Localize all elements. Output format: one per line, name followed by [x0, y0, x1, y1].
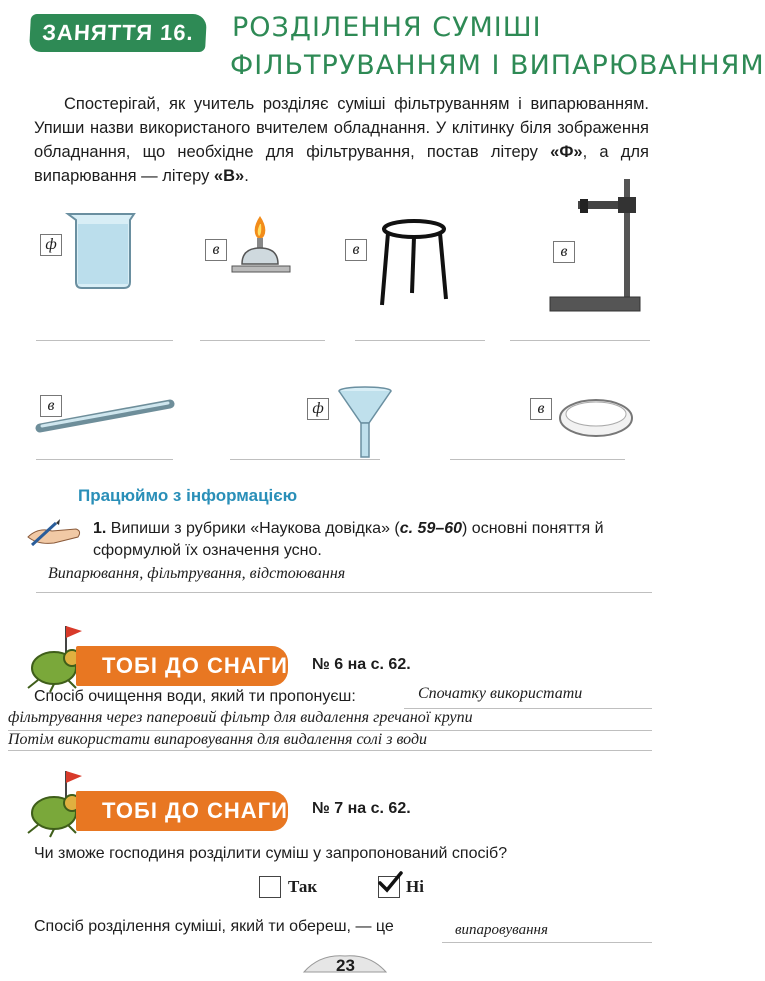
task7-banner: [76, 791, 288, 831]
page-title-line1: РОЗДІЛЕННЯ СУМІШІ: [232, 12, 542, 43]
beaker-icon: [64, 210, 140, 290]
task6-banner: [76, 646, 288, 686]
task6-answer-line2[interactable]: фільтрування через паперовий фільтр для видалення гречаної крупи: [8, 709, 473, 726]
task6-answer-line3[interactable]: Потім використати випаровування для видалення солі з води: [8, 731, 428, 748]
task1-source: с. 59–60: [399, 520, 463, 537]
checkbox-yes[interactable]: [259, 876, 281, 898]
tripod-icon: [378, 215, 450, 310]
section-heading: Працюймо з інформацією: [78, 486, 298, 505]
task7-ref: № 7 на с. 62.: [312, 800, 411, 817]
answer-line[interactable]: [510, 340, 650, 341]
task6-ref: № 6 на с. 62.: [312, 656, 411, 673]
letter-box-lab-stand[interactable]: в: [553, 241, 575, 263]
glass-rod-icon: [36, 398, 176, 434]
answer-line[interactable]: [8, 750, 652, 751]
answer-line[interactable]: [200, 340, 325, 341]
letter-box-tripod[interactable]: в: [345, 239, 367, 261]
lesson-label: ЗАНЯТТЯ 16.: [41, 20, 195, 45]
letter-box-glass-rod[interactable]: в: [40, 395, 62, 417]
task1-text-b: ) основні поняття й сформулюй їх означення усно.: [93, 520, 604, 559]
funnel-icon: [336, 385, 394, 460]
pencil-hand-icon: [26, 517, 84, 547]
intro-text-2: , а для випарювання — літеру: [34, 143, 649, 185]
answer-line[interactable]: [230, 459, 380, 460]
checkbox-no-label: Ні: [406, 877, 424, 896]
task7-question: Чи зможе господиня розділити суміш у запропонований спосіб?: [34, 845, 508, 862]
task6-banner-label: ТОБІ ДО СНАГИ: [102, 653, 288, 678]
task6-prompt: Спосіб очищення води, який ти пропонуєш:: [34, 688, 356, 705]
intro-letter-f: «Ф»: [550, 143, 583, 161]
lab-stand-icon: [548, 175, 648, 315]
task7-answer[interactable]: випаровування: [455, 922, 548, 938]
checkbox-yes-label: Так: [288, 877, 318, 896]
spirit-lamp-icon: [228, 212, 294, 282]
letter-box-spirit-lamp[interactable]: в: [205, 239, 227, 261]
evaporating-dish-icon: [556, 392, 636, 442]
letter-box-funnel[interactable]: ф: [307, 398, 329, 420]
letter-box-evaporating-dish[interactable]: в: [530, 398, 552, 420]
task7-prompt: Спосіб розділення суміші, який ти обереш, — це: [34, 918, 394, 935]
task6-answer-line1[interactable]: Спочатку використати: [418, 685, 583, 702]
answer-line[interactable]: [36, 592, 652, 593]
intro-paragraph: [34, 92, 649, 188]
intro-text-3: .: [244, 167, 249, 185]
page-title-line2: ФІЛЬТРУВАННЯМ І ВИПАРЮВАННЯМ: [230, 50, 765, 81]
task1-answer[interactable]: Випарювання, фільтрування, відстоювання: [48, 565, 346, 582]
page-number: 23: [336, 956, 355, 975]
answer-line[interactable]: [442, 942, 652, 943]
intro-text-1: Спостерігай, як учитель розділяє суміші фільтруванням і випарюванням. Упиши назви використаного вчителем обладнання. У клітинку біля зображення обладнання, що необхідне для фільтрування, постав літеру: [34, 95, 649, 161]
task7-banner-label: ТОБІ ДО СНАГИ: [102, 798, 288, 823]
task1-number: 1.: [93, 520, 107, 537]
checkbox-no[interactable]: [378, 876, 400, 898]
letter-box-beaker[interactable]: ф: [40, 234, 62, 256]
answer-line[interactable]: [355, 340, 485, 341]
answer-line[interactable]: [450, 459, 625, 460]
answer-line[interactable]: [36, 459, 173, 460]
task1-text: [93, 518, 653, 562]
lesson-badge: [29, 14, 207, 52]
task1-text-a: Випиши з рубрики «Наукова довідка» (: [106, 520, 400, 537]
answer-line[interactable]: [36, 340, 173, 341]
check-mark-icon: [377, 871, 403, 893]
intro-letter-v: «В»: [213, 167, 245, 185]
